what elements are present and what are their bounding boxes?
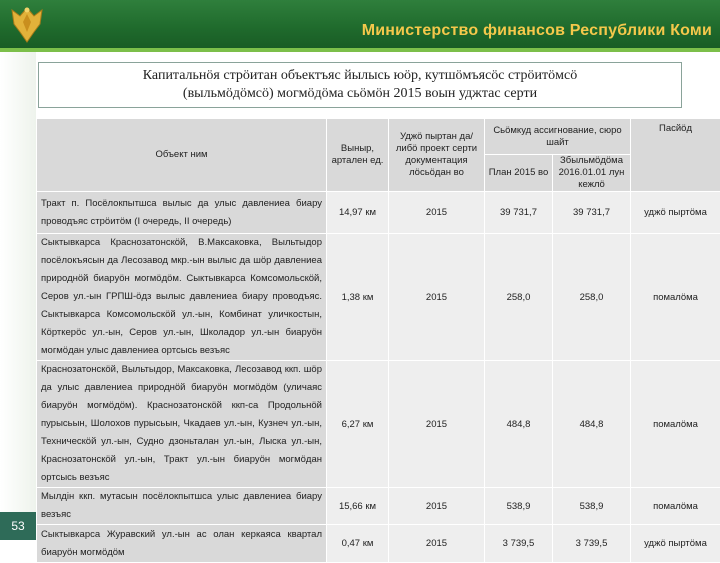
table-row bbox=[37, 192, 720, 234]
row-done: 538,9 bbox=[553, 488, 631, 525]
header-capacity: Выныр, артален ед. bbox=[327, 119, 389, 192]
header-plan: План 2015 во bbox=[485, 155, 553, 192]
row-note: уджӧ пыртӧма bbox=[631, 192, 720, 234]
ministry-title: Министерство финансов Республики Коми bbox=[362, 22, 712, 40]
row-plan: 538,9 bbox=[485, 488, 553, 525]
row-year: 2015 bbox=[389, 234, 485, 361]
row-done: 39 731,7 bbox=[553, 192, 631, 234]
header-funds: Сьӧмкуд ассигнование, сюро шайт bbox=[485, 119, 631, 155]
row-plan: 484,8 bbox=[485, 361, 553, 488]
table-row bbox=[37, 525, 720, 563]
row-capacity: 1,38 км bbox=[327, 234, 389, 361]
row-capacity: 0,47 км bbox=[327, 525, 389, 563]
row-capacity: 14,97 км bbox=[327, 192, 389, 234]
row-done: 258,0 bbox=[553, 234, 631, 361]
row-note: помалӧма bbox=[631, 234, 720, 361]
document-title-line2: (выльмӧдӧмсӧ) могмӧдӧма сьӧмӧн 2015 воын уджтас серти bbox=[39, 85, 681, 103]
table-row bbox=[37, 361, 720, 488]
row-year: 2015 bbox=[389, 192, 485, 234]
header-object: Объект ним bbox=[37, 119, 327, 192]
page-number: 53 bbox=[0, 512, 36, 540]
row-done: 3 739,5 bbox=[553, 525, 631, 563]
coat-of-arms-logo bbox=[4, 2, 50, 46]
table-row bbox=[37, 488, 720, 525]
header-divider bbox=[0, 48, 720, 52]
row-object: Сыктывкарса Краснозатонскӧй, В.Максаковка, Выльтыдор посёлокъясын да Лесозавод мкр.-ын вылыс да шӧр давлениеа природнӧй биаруӧн могмӧдӧм. Сыктывкарса Комсомольскӧй, Серов ул.-ын ГРПШ-ӧдз вылыс давлениеа биару проводъяс. Сыктывкарса Комсомольскӧй ул.-ын, Комбинат уличкостын, Кӧрткерӧс ул.-ын, Серов ул.-ын, Школадор ул.-ын биаруӧн могмӧдан улыс давлениеа ортсысь везъяс bbox=[37, 234, 327, 361]
row-year: 2015 bbox=[389, 525, 485, 563]
row-note: помалӧма bbox=[631, 488, 720, 525]
row-object: Тракт п. Посёлокпытшса вылыс да улыс давлениеа биару проводъяс стрӧитӧм (I очередь, II очередь) bbox=[37, 192, 327, 234]
row-plan: 258,0 bbox=[485, 234, 553, 361]
row-note: уджӧ пыртӧма bbox=[631, 525, 720, 563]
header-done: Збыльмӧдӧма 2016.01.01 лун кежлӧ bbox=[553, 155, 631, 192]
header-note: Пасйӧд bbox=[631, 119, 720, 192]
row-year: 2015 bbox=[389, 488, 485, 525]
row-object: Краснозатонскӧй, Выльтыдор, Максаковка, Лесозавод ккп. шӧр да улыс давлениеа природнӧй биаруӧн могмӧдӧм (уличаяс биаруӧн могмӧдӧм). Краснозатонскӧй ккп-са Продольнӧй пурысьын, Шолохов пурысьын, Чкадаев ул.-ын, Кузнеч ул.-ын, Техническӧй ул.-ын, Судно дзоньталан ул.-ын, Лыска ул.-ын, Краснозатонскӧй ул.-ын, Тракт ул.-ын биаруӧн могмӧдан ортсысь везъяс bbox=[37, 361, 327, 488]
document-title-line1: Капитальнӧя стрӧитан объектъяс йылысь юӧр, кутшӧмъясӧс стрӧитӧмсӧ bbox=[39, 67, 681, 85]
side-strip bbox=[0, 52, 36, 540]
row-plan: 39 731,7 bbox=[485, 192, 553, 234]
row-note: помалӧма bbox=[631, 361, 720, 488]
row-object: Мылдін ккп. мутасын посёлокпытшса улыс давлениеа биару везъяс bbox=[37, 488, 327, 525]
row-done: 484,8 bbox=[553, 361, 631, 488]
document-title bbox=[38, 62, 682, 108]
table-row bbox=[37, 234, 720, 361]
row-capacity: 6,27 км bbox=[327, 361, 389, 488]
header-bar bbox=[0, 0, 720, 48]
header-year: Уджӧ пыртан да/либӧ проект серти документация лӧсьӧдан во bbox=[389, 119, 485, 192]
row-capacity: 15,66 км bbox=[327, 488, 389, 525]
objects-table bbox=[36, 118, 720, 563]
row-plan: 3 739,5 bbox=[485, 525, 553, 563]
row-year: 2015 bbox=[389, 361, 485, 488]
row-object: Сыктывкарса Журавский ул.-ын ас олан керкаяса квартал биаруӧн могмӧдӧм bbox=[37, 525, 327, 563]
